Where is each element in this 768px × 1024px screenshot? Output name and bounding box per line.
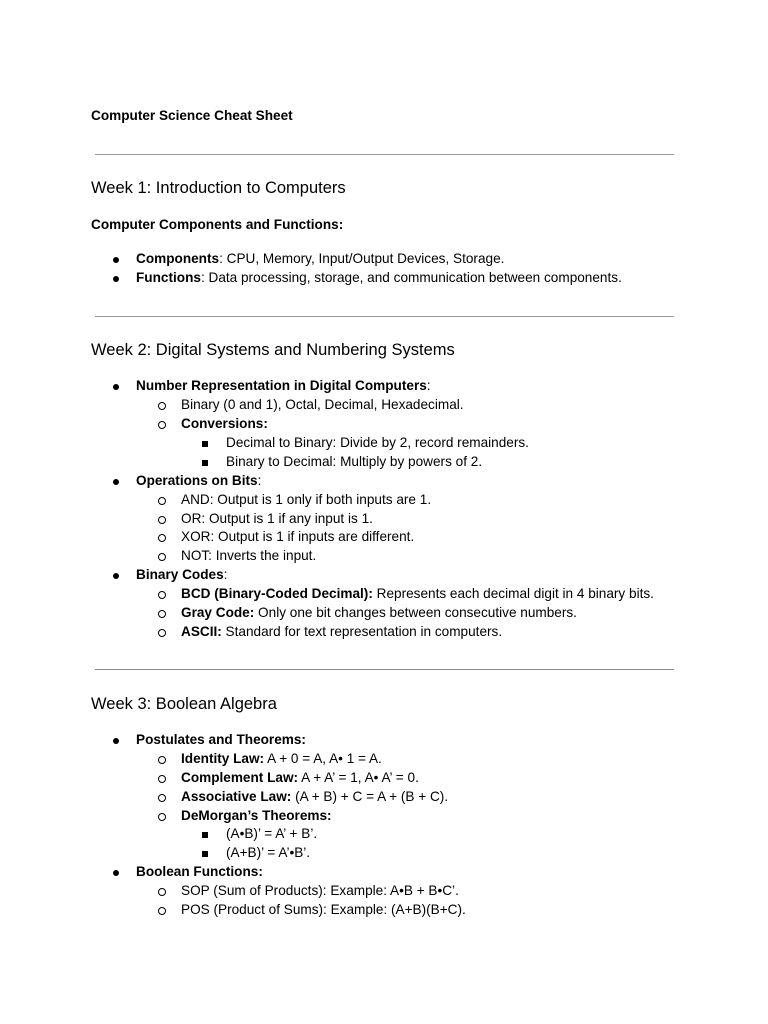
item-label: Binary Codes	[136, 567, 224, 582]
item-label: Components	[136, 251, 220, 266]
list-item: Identity Law: A + 0 = A, A• 1 = A.	[181, 751, 382, 766]
divider	[95, 669, 674, 670]
list-item: Gray Code: Only one bit changes between consecutive numbers.	[181, 605, 577, 620]
list-item: Binary Codes:	[136, 567, 228, 582]
divider	[95, 316, 674, 317]
list-item: SOP (Sum of Products): Example: A•B + B•C’.	[181, 883, 459, 898]
divider	[95, 154, 674, 155]
item-label: Operations on Bits	[136, 473, 258, 488]
list-item: POS (Product of Sums): Example: (A+B)(B+C).	[181, 902, 466, 917]
item-label: Boolean Functions:	[136, 864, 263, 879]
item-text: : CPU, Memory, Input/Output Devices, Storage.	[219, 251, 505, 266]
list-item	[136, 863, 263, 881]
item-label: Functions	[136, 270, 201, 285]
list-item: ASCII: Standard for text representation in computers.	[181, 624, 503, 639]
list-item: Number Representation in Digital Computers:	[136, 378, 431, 393]
list-item: (A+B)’ = A’•B’.	[226, 845, 311, 860]
week3-heading: Week 3: Boolean Algebra	[91, 695, 277, 713]
week1-heading: Week 1: Introduction to Computers	[91, 179, 346, 197]
list-item: (A•B)’ = A’ + B’.	[226, 826, 318, 841]
list-item: NOT: Inverts the input.	[181, 548, 317, 563]
list-item: Binary to Decimal: Multiply by powers of 2.	[226, 454, 483, 469]
list-item: Conversions:	[181, 416, 268, 431]
list-item: Operations on Bits:	[136, 473, 262, 488]
week1-subheading: Computer Components and Functions:	[91, 217, 344, 232]
list-item	[136, 269, 622, 287]
list-item: Binary (0 and 1), Octal, Decimal, Hexadecimal.	[181, 397, 464, 412]
list-item: BCD (Binary-Coded Decimal): Represents each decimal digit in 4 binary bits.	[181, 586, 654, 601]
list-item: XOR: Output is 1 if inputs are different.	[181, 529, 415, 544]
item-label: Postulates and Theorems:	[136, 732, 306, 747]
list-item: AND: Output is 1 only if both inputs are 1.	[181, 492, 432, 507]
list-item	[136, 731, 306, 749]
list-item: Decimal to Binary: Divide by 2, record remainders.	[226, 435, 529, 450]
list-item: Associative Law: (A + B) + C = A + (B + C).	[181, 789, 449, 804]
week2-heading: Week 2: Digital Systems and Numbering Systems	[91, 341, 455, 359]
item-text: : Data processing, storage, and communication between components.	[200, 270, 622, 285]
item-label: Number Representation in Digital Computers	[136, 378, 427, 393]
list-item	[136, 250, 504, 268]
document-title: Computer Science Cheat Sheet	[91, 108, 293, 123]
list-item: Complement Law: A + A’ = 1, A• A’ = 0.	[181, 770, 419, 785]
list-item: DeMorgan’s Theorems:	[181, 808, 332, 823]
list-item: OR: Output is 1 if any input is 1.	[181, 511, 373, 526]
